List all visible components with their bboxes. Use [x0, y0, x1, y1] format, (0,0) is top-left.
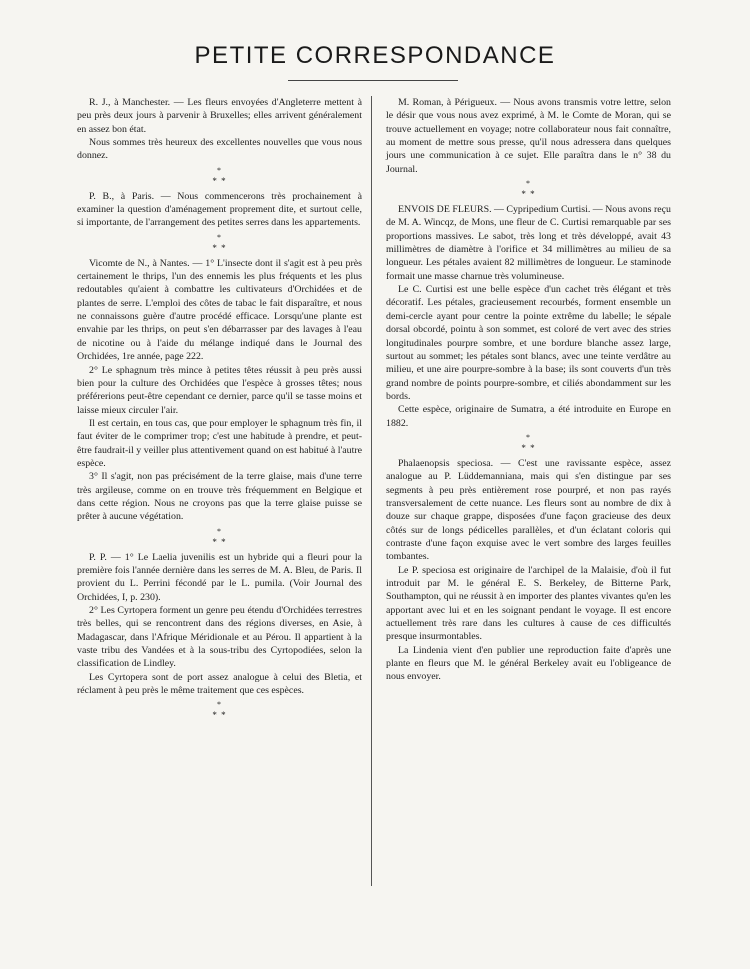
paragraph: Vicomte de N., à Nantes. — 1° L'insecte dont il s'agit est à peu près certainement le thrips, l'un des ennemis les plus fréquents et les plus redoutables qu'aient à combattre les cultivateurs d'Orchidées et de plantes de serre. L'emploi des côtes de tabac le fait disparaître, et nous ne connaissons guère d'autre procédé efficace. Lorsqu'une plante est envahie par les thrips, on peut s'en débarrasser par des lavages à l'eau de nicotine ou à l'aide du mélange indiqué dans le Journal des Orchidées, 1re année, page 222.: [77, 257, 362, 363]
paragraph: Il est certain, en tous cas, que pour employer le sphagnum très fin, il faut éviter de le comprimer trop; c'est une habitude à prendre, et peut-être faudrait-il y veiller plus attentivement quand on est habitué à l'autre espèce.: [77, 417, 362, 469]
page-title: PETITE CORRESPONDANCE: [194, 42, 556, 69]
title-underline: [288, 80, 458, 81]
paragraph: M. Roman, à Périgueux. — Nous avons transmis votre lettre, selon le désir que vous nous avez exprimé, à M. le Comte de Moran, qui se trouve actuellement en voyage; notre collaborateur nous fait connaître, au moment de mettre sous presse, qu'il nous adressera dans quelques jours une communication à ce sujet. Elle paraîtra dans le n° 38 du Journal.: [386, 97, 671, 175]
paragraph: Le C. Curtisi est une belle espèce d'un cachet très élégant et très décoratif. Les pétales, gracieusement recourbés, forment ensemble un demi-cercle ayant pour centre la pointe extrême du labelle; le sépale dorsal obcordé, pointu à son sommet, est coloré de vert avec des stries longitudinales pourpre sombre, et une bordure blanche assez large, surtout au sommet; les pétales sont blancs, avec une teinte verdâtre au milieu, et une aire pourpre-sombre à la base; ils sont couverts d'un très grand nombre de points pourpre-sombre, et ciliés abondamment sur les bords.: [386, 284, 671, 402]
paragraph: Phalaenopsis speciosa. — C'est une ravissante espèce, assez analogue au P. Lüddemanniana, mais qui s'en distingue par ses segments à peu près entièrement rose pourpré, et non pas rayés transversalement de cette nuance. Les fleurs sont au nombre de dix à douze sur chaque grappe, disposées d'une façon gracieuse des deux côtés sur de longs pédicelles parallèles, et d'un éclatant coloris qui contraste d'une façon exquise avec le vert sombre des larges feuilles tombantes.: [386, 457, 671, 563]
right-column: [386, 96, 671, 684]
section-separator: * * *: [212, 700, 227, 721]
section-separator: * * *: [212, 232, 227, 253]
paragraph: ENVOIS DE FLEURS. — Cypripedium Curtisi. — Nous avons reçu de M. A. Wincqz, de Mons, une fleur de C. Curtisi remarquable par ses proportions massives. Le sabot, très long et très développé, avait 43 millimètres de diamètre à l'orifice et 34 millimètres au milieu de sa longueur. Les pétales avaient 82 millimètres de longueur. Le staminode formait une masse charnue très volumineuse.: [386, 204, 671, 282]
paragraph: Le P. speciosa est originaire de l'archipel de la Malaisie, d'où il fut introduit par M. le général E. S. Berkeley, de Bitterne Park, Southampton, qui ne réussit à en importer des plantes vivantes qu'en les apportant avec lui et en les soignant pendant le voyage. Il est encore actuellement très rare dans les cultures à cause de ces difficultés presque insurmontables.: [386, 564, 671, 643]
paragraph: Cette espèce, originaire de Sumatra, a été introduite en Europe en 1882.: [386, 404, 671, 429]
paragraph: Nous sommes très heureux des excellentes nouvelles que vous nous donnez.: [77, 137, 362, 162]
column-divider: [371, 96, 372, 886]
paragraph: 2° Les Cyrtopera forment un genre peu étendu d'Orchidées terrestres très belles, qui se rencontrent dans des régions diverses, en Asie, à Madagascar, dans l'Afrique Méridionale et au Pérou. Il appartient à la vaste tribu des Vandées et à la sous-tribu des Cyrtopodiées, selon la classification de Lindley.: [77, 605, 362, 670]
section-separator: * * *: [212, 526, 227, 547]
paragraph: 2° Le sphagnum très mince à petites têtes réussit à peu près aussi bien pour la culture des Orchidées que l'espèce à grosses têtes; nous préférerions peut-être cependant ce dernier, parce qu'il se tasse moins et laisse mieux circuler l'air.: [77, 364, 362, 416]
section-separator: * * *: [521, 432, 536, 453]
paragraph: P. B., à Paris. — Nous commencerons très prochainement à examiner la question d'aménagement proprement dite, et surtout celle, si importante, de l'arrangement des petites serres dans les appartements.: [77, 190, 362, 229]
paragraph: P. P. — 1° Le Laelia juvenilis est un hybride qui a fleuri pour la première fois l'année dernière dans les serres de M. A. Bleu, de Paris. Il provient du L. Perrini fécondé par le L. pumila. (Voir Journal des Orchidées, I, p. 230).: [77, 551, 362, 603]
section-separator: * * *: [521, 179, 536, 200]
paragraph: La Lindenia vient d'en publier une reproduction faite d'après une plante en fleurs que M. le général Berkeley avait eu l'obligeance de nous envoyer.: [386, 644, 671, 683]
paragraph: 3° Il s'agit, non pas précisément de la terre glaise, mais d'une terre très argileuse, comme on en trouve très fréquemment en Belgique et dans cette région. Nous ne croyons pas que la terre glaise puisse se prêter à aucune végétation.: [77, 471, 362, 523]
section-separator: * * *: [212, 165, 227, 186]
paragraph: Les Cyrtopera sont de port assez analogue à celui des Bletia, et réclament à peu près le même traitement que ces espèces.: [77, 671, 362, 697]
left-column: [77, 96, 362, 724]
paragraph: R. J., à Manchester. — Les fleurs envoyées d'Angleterre mettent à peu près deux jours à parvenir à Bruxelles; elles arrivent généralement en assez bon état.: [77, 97, 362, 135]
